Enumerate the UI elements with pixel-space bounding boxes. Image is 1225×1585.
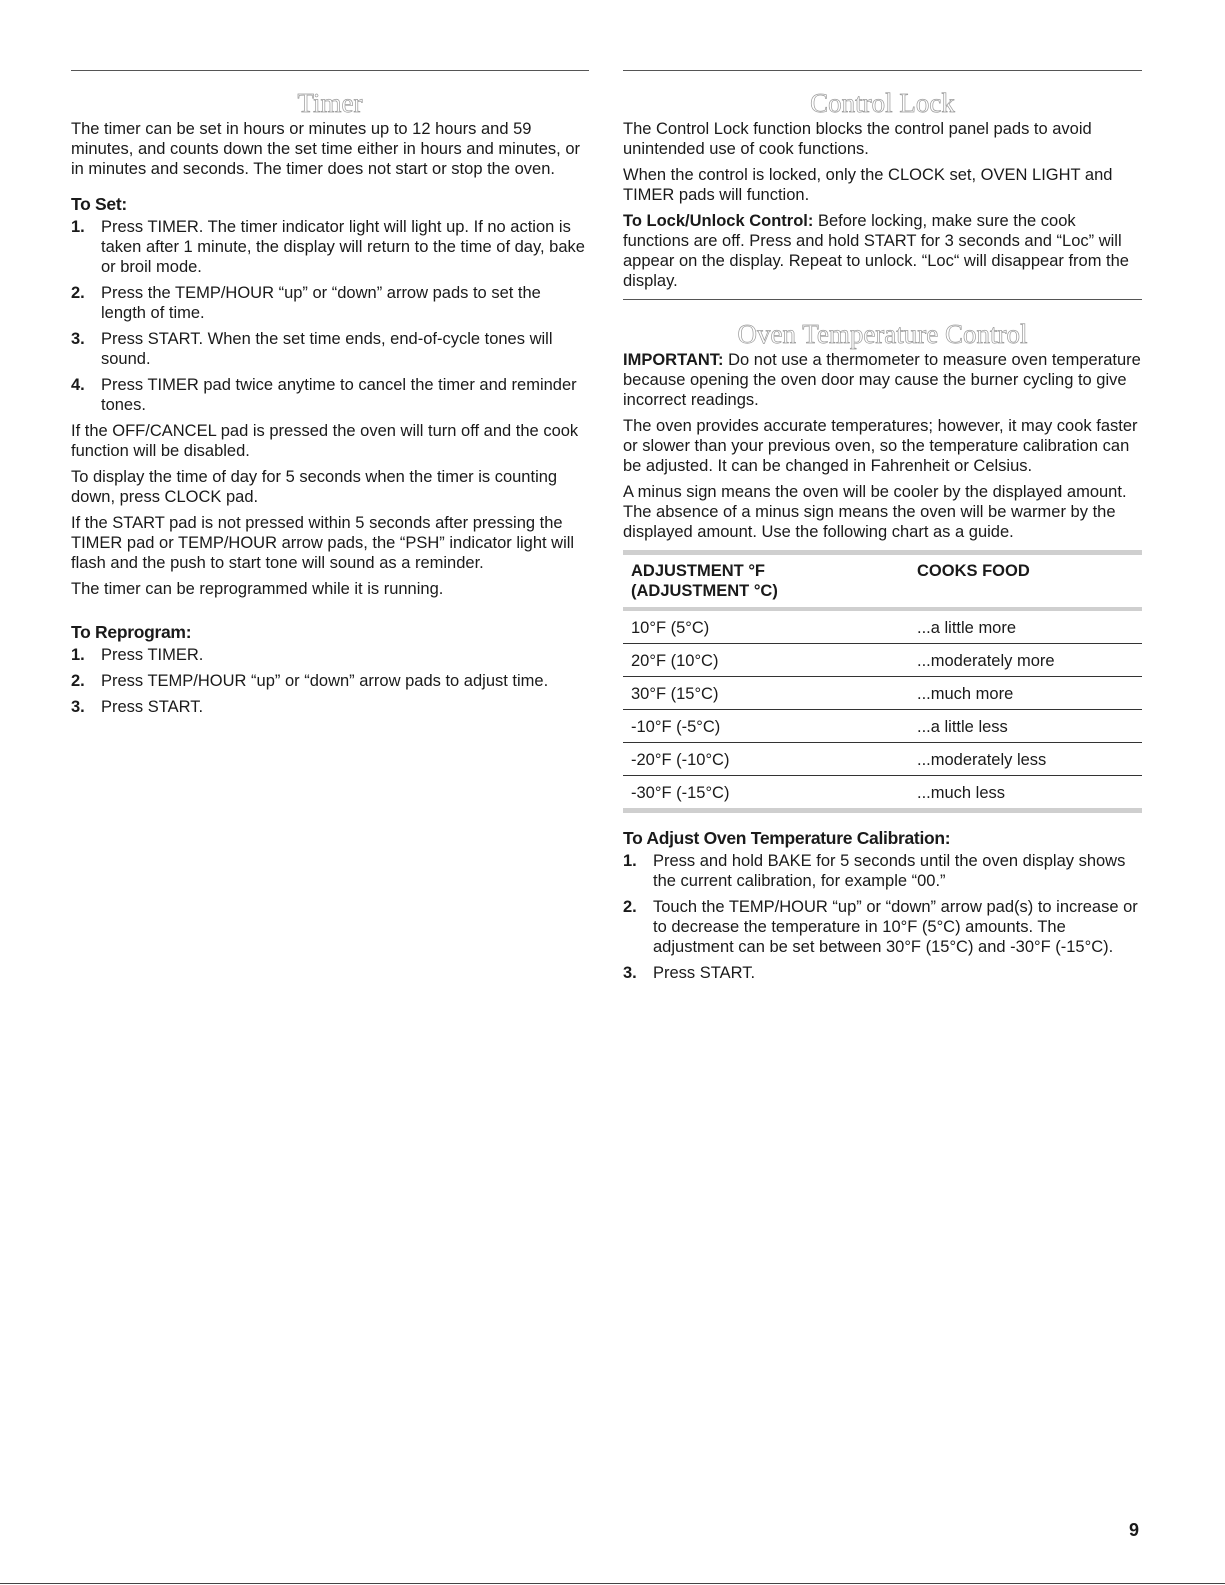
control-lock-instructions	[623, 211, 1142, 291]
step-number: 1.	[71, 218, 85, 236]
step-text: Press START. When the set time ends, end-of-cycle tones will sound.	[101, 330, 553, 368]
step-number: 1.	[623, 852, 637, 870]
cooks-food-cell: ...much more	[909, 677, 1142, 710]
to-reprogram-steps	[71, 645, 589, 717]
step-number: 2.	[71, 672, 85, 690]
step-text: Press TIMER pad twice anytime to cancel the timer and reminder tones.	[101, 376, 577, 414]
step-number: 3.	[71, 698, 85, 716]
lock-unlock-label: To Lock/Unlock Control:	[623, 212, 814, 230]
section-divider	[623, 299, 1142, 300]
oven-temp-minus-sign-note: A minus sign means the oven will be cooler by the displayed amount. The absence of a minus sign means the oven will be warmer by the displayed amount. Use the following chart as a guide.	[623, 483, 1127, 541]
timer-note-off-cancel: If the OFF/CANCEL pad is pressed the oven will turn off and the cook function will be disabled.	[71, 422, 579, 460]
timer-title: Timer	[297, 88, 363, 118]
adjustment-cell: -10°F (-5°C)	[623, 710, 909, 743]
table-row	[623, 743, 1142, 776]
oven-temp-important	[623, 350, 1142, 410]
cooks-food-cell: ...moderately less	[909, 743, 1142, 776]
control-lock-title: Control Lock	[810, 88, 955, 118]
top-rule-left	[71, 70, 589, 71]
important-label: IMPORTANT:	[623, 351, 724, 369]
adjustment-cell: 20°F (10°C)	[623, 644, 909, 677]
list-item	[623, 897, 1142, 957]
step-number: 1.	[71, 646, 85, 664]
left-column	[71, 70, 589, 723]
cooks-food-column-header: COOKS FOOD	[909, 553, 1142, 610]
cooks-food-cell: ...much less	[909, 776, 1142, 811]
adjustment-cell: -30°F (-15°C)	[623, 776, 909, 811]
cooks-food-cell: ...moderately more	[909, 644, 1142, 677]
list-item	[71, 645, 589, 665]
table-header-row	[623, 553, 1142, 610]
step-number: 2.	[71, 284, 85, 302]
list-item	[71, 329, 589, 369]
adjustment-cell: -20°F (-10°C)	[623, 743, 909, 776]
step-text: Press TEMP/HOUR “up” or “down” arrow pads to adjust time.	[101, 672, 549, 690]
step-number: 4.	[71, 376, 85, 394]
important-text: Do not use a thermometer to measure oven temperature because opening the oven door may cause the burner cycling to give incorrect readings.	[623, 351, 1141, 409]
to-reprogram-heading: To Reprogram:	[71, 622, 192, 642]
to-set-steps	[71, 217, 589, 415]
table-row	[623, 644, 1142, 677]
cooks-food-cell: ...a little less	[909, 710, 1142, 743]
table-row	[623, 776, 1142, 811]
list-item	[71, 671, 589, 691]
step-number: 3.	[623, 964, 637, 982]
step-text: Press START.	[653, 964, 756, 982]
step-number: 3.	[71, 330, 85, 348]
list-item	[71, 697, 589, 717]
bottom-rule	[0, 1583, 1225, 1584]
step-text: Press TIMER.	[101, 646, 204, 664]
list-item	[71, 217, 589, 277]
adjust-calibration-heading: To Adjust Oven Temperature Calibration:	[623, 828, 951, 848]
table-row	[623, 609, 1142, 644]
control-lock-locked-pads: When the control is locked, only the CLOCK set, OVEN LIGHT and TIMER pads will function.	[623, 166, 1113, 204]
adjust-calibration-steps	[623, 851, 1142, 983]
timer-note-clock: To display the time of day for 5 seconds when the timer is counting down, press CLOCK pad.	[71, 468, 558, 506]
lock-unlock-text: Before locking, make sure the cook functions are off. Press and hold START for 3 seconds and “Loc” will appear on the display. Repeat to unlock. “Loc“ will disappear from the display.	[623, 212, 1129, 290]
adjustment-cell: 30°F (15°C)	[623, 677, 909, 710]
oven-temp-title: Oven Temperature Control	[737, 319, 1028, 349]
adjustment-f-header: ADJUSTMENT °F	[631, 562, 766, 580]
right-column	[623, 70, 1142, 989]
top-rule-right	[623, 70, 1142, 71]
step-text: Press START.	[101, 698, 204, 716]
step-text: Touch the TEMP/HOUR “up” or “down” arrow pad(s) to increase or to decrease the temperature in 10°F (5°C) amounts. The adjustment can be set between 30°F (15°C) and -30°F (-15°C).	[653, 898, 1138, 956]
cooks-food-cell: ...a little more	[909, 609, 1142, 644]
table-row	[623, 710, 1142, 743]
timer-note-reprogram: The timer can be reprogrammed while it is running.	[71, 580, 444, 598]
list-item	[623, 963, 1142, 983]
oven-temp-calibration-note: The oven provides accurate temperatures; however, it may cook faster or slower than your previous oven, so the temperature calibration can be adjusted. It can be changed in Fahrenheit or Celsius.	[623, 417, 1138, 475]
list-item	[71, 283, 589, 323]
step-text: Press the TEMP/HOUR “up” or “down” arrow pads to set the length of time.	[101, 284, 541, 322]
table-row	[623, 677, 1142, 710]
adjustment-column-header	[623, 553, 909, 610]
step-number: 2.	[623, 898, 637, 916]
timer-intro: The timer can be set in hours or minutes up to 12 hours and 59 minutes, and counts down the set time either in hours and minutes, or in minutes and seconds. The timer does not start or stop the oven.	[71, 120, 581, 178]
list-item	[71, 375, 589, 415]
page-number: 9	[1128, 1520, 1139, 1540]
timer-note-psh: If the START pad is not pressed within 5 seconds after pressing the TIMER pad or TEMP/HOUR arrow pads, the “PSH” indicator light will flash and the push to start tone will sound as a reminder.	[71, 514, 575, 572]
step-text: Press TIMER. The timer indicator light will light up. If no action is taken after 1 minute, the display will return to the time of day, bake or broil mode.	[101, 218, 585, 276]
adjustment-c-header: (ADJUSTMENT °C)	[631, 582, 778, 600]
adjustment-cell: 10°F (5°C)	[623, 609, 909, 644]
to-set-heading: To Set:	[71, 194, 127, 214]
control-lock-intro: The Control Lock function blocks the control panel pads to avoid unintended use of cook functions.	[623, 120, 1092, 158]
list-item	[623, 851, 1142, 891]
step-text: Press and hold BAKE for 5 seconds until the oven display shows the current calibration, for example “00.”	[653, 852, 1126, 890]
calibration-table	[623, 550, 1142, 813]
